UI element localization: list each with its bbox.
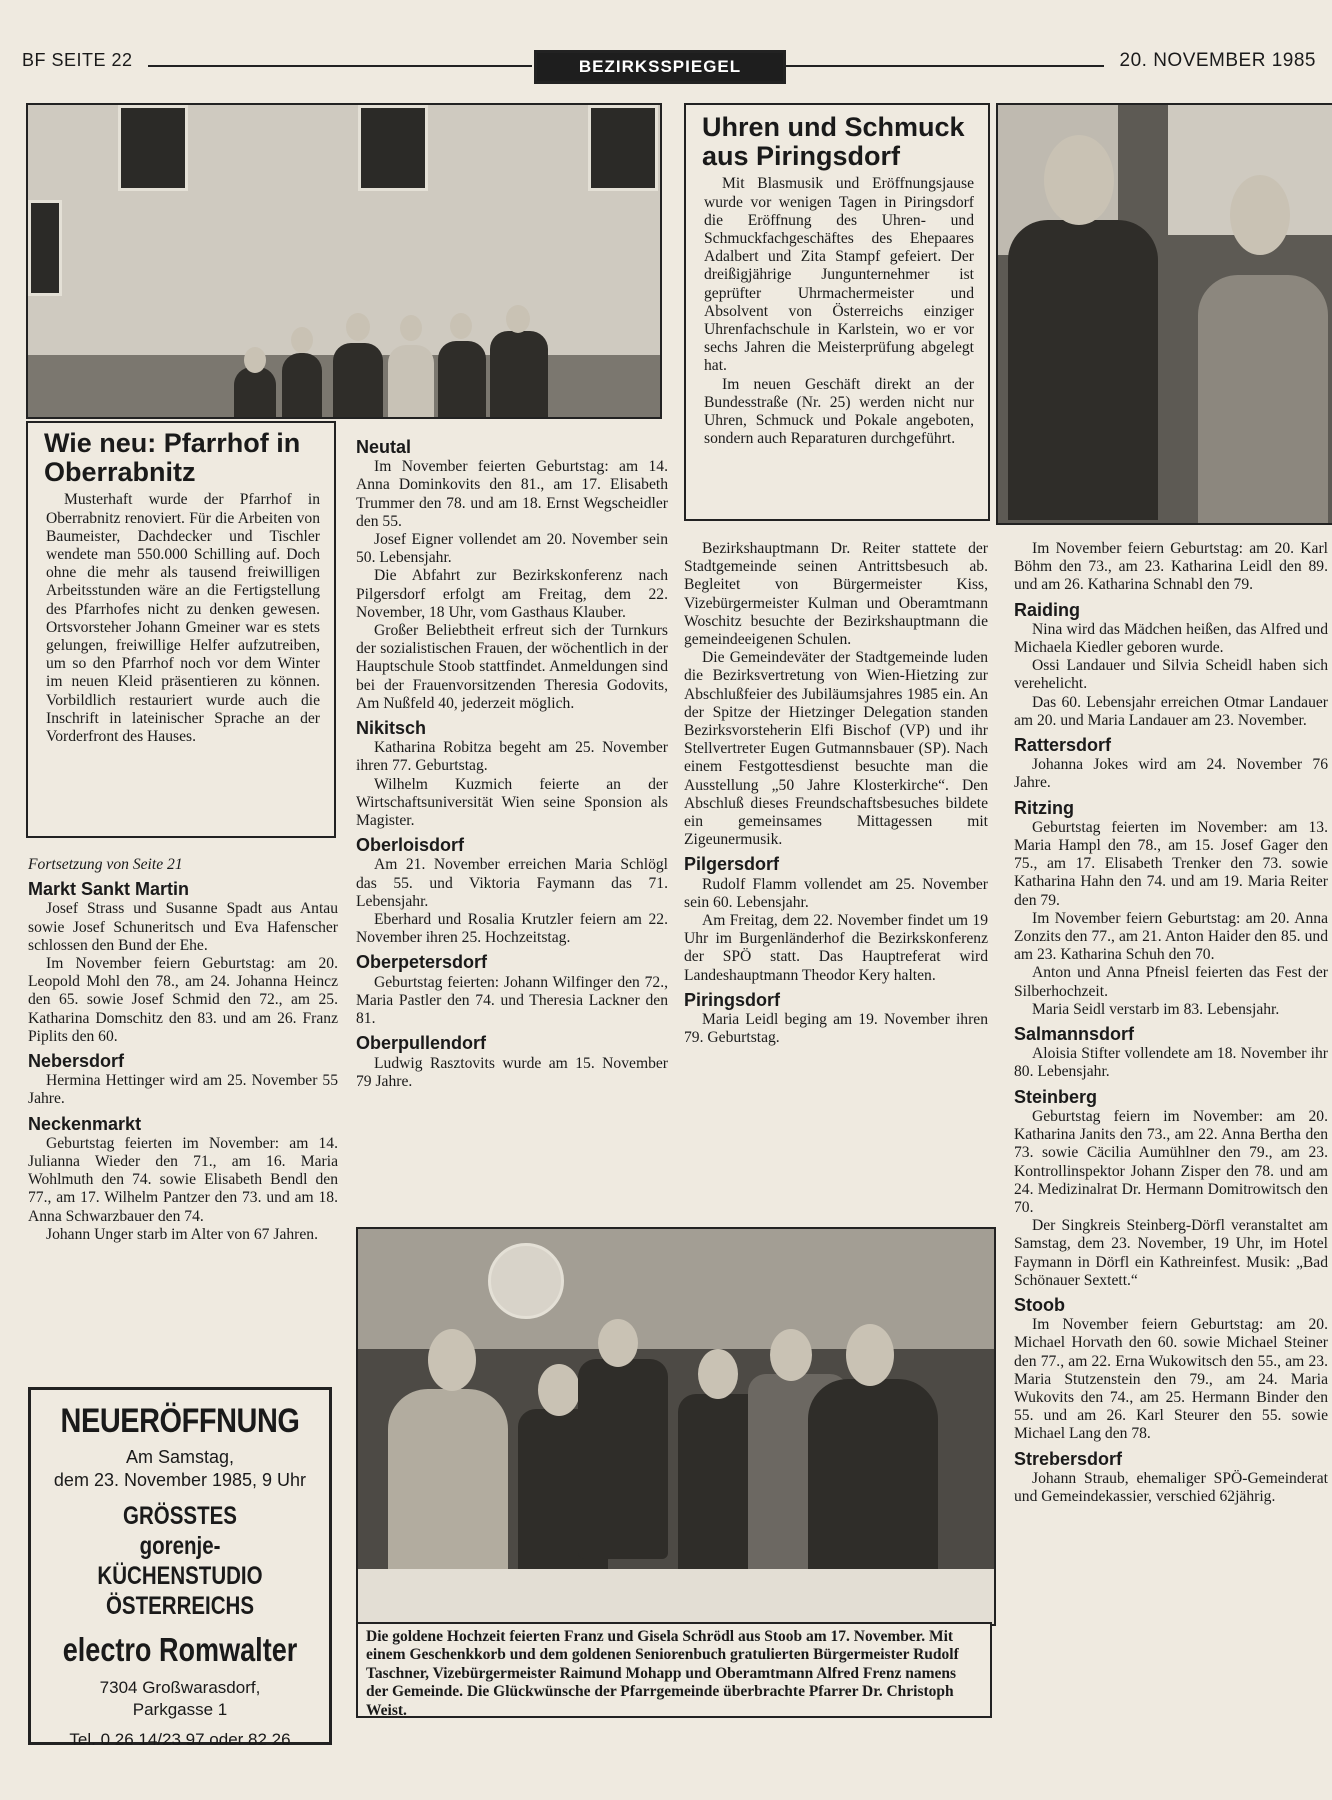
- golden-wedding-photo: [356, 1227, 996, 1626]
- town-heading: Neckenmarkt: [28, 1113, 142, 1134]
- town-heading: Oberpetersdorf: [356, 952, 488, 973]
- news-paragraph: Aloisia Stifter vollendete am 18. November ihr 80. Lebensjahr.: [1014, 1045, 1328, 1081]
- continued-note: Fortsetzung von Seite 21: [28, 856, 183, 873]
- news-paragraph: Im November feiern Geburtstag: am 20. Anna Zonzits den 77., am 21. Anton Haider den 85. und am 23. Katharina Schuh den 70.: [1014, 909, 1328, 964]
- news-paragraph: Hermina Hettinger wird am 25. November 55 Jahre.: [28, 1072, 338, 1108]
- ad-big-line1: GRÖSSTES: [123, 1502, 237, 1530]
- news-paragraph: Anton und Anna Pfneisl feierten das Fest der Silberhochzeit.: [1014, 964, 1328, 1000]
- news-paragraph: Bezirkshauptmann Dr. Reiter stattete der Stadtgemeinde seinen Antrittsbesuch ab. Begleitet von Bürgermeister Kiss, Vizebürgermeister Kulman und Oberamtmann Woschitz besuchte der Bezirkshauptmann die gemeindeeigenen Schulen.: [684, 540, 988, 649]
- news-paragraph: Wilhelm Kuzmich feierte an der Wirtschaftsuniversität Wien seine Sponsion als Magister.: [356, 775, 668, 830]
- column-3: [684, 540, 988, 1047]
- news-paragraph: Nina wird das Mädchen heißen, das Alfred und Michaela Kiedler geboren wurde.: [1014, 620, 1328, 657]
- ad-date-line2: dem 23. November 1985, 9 Uhr: [53, 1470, 307, 1490]
- news-paragraph: Geburtstag feierten im November: am 13. Maria Hampl den 78., am 15. Josef Gager den 75., am 17. Elisabeth Trenker den 73. sowie Katharina Hahn den 74. und am 19. Maria Reiter den 79.: [1014, 818, 1328, 909]
- golden-wedding-caption: Die goldene Hochzeit feierten Franz und Gisela Schrödl aus Stoob am 17. November. Mit einem Geschenkkorb und dem goldenen Seniorenbuch gratulierten Bürgermeister Rudolf Taschner, Vizebürgermeister Raimund Mohapp und Oberamtmann Alfred Frenz namens der Gemeinde. Die Glückwünsche der Pfarrgemeinde überbrachte Pfarrer Dr. Christoph Weist.: [356, 1622, 992, 1718]
- neueroeffnung-ad: [28, 1387, 332, 1749]
- ad-address-line1: 7304 Großwarasdorf,: [99, 1678, 261, 1697]
- ad-date-line1: Am Samstag,: [125, 1447, 235, 1467]
- news-paragraph: Josef Strass und Susanne Spadt aus Antau sowie Josef Schuneritsch und Eva Hafenscher schlossen den Bund der Ehe.: [28, 900, 338, 954]
- news-paragraph: Am 21. November erreichen Maria Schlögl das 55. und Viktoria Faymann das 71. Lebensjahr.: [356, 856, 668, 910]
- town-heading: Salmannsdorf: [1014, 1024, 1135, 1045]
- uhren-paragraph: Mit Blasmusik und Eröffnungsjause wurde vor wenigen Tagen in Piringsdorf die Eröffnung des Uhren- und Schmuckfachgeschäftes des Ehepaares Adalbert und Zita Stampf gefeiert. Der dreißigjährige Jungunternehmer ist geprüfter Uhrmachermeister und Absolvent von Österreichs einziger Uhrenfachschule in Karlstein, wo er vor sechs Jahren die Meisterprüfung abgelegt hat.: [704, 175, 974, 375]
- page-label: BF SEITE 22: [22, 50, 133, 70]
- header-rule-left: [148, 65, 532, 67]
- news-paragraph: Rudolf Flamm vollendet am 25. November sein 60. Lebensjahr.: [684, 875, 988, 911]
- news-paragraph: Großer Beliebtheit erfreut sich der Turnkurs der sozialistischen Frauen, der wöchentlich in der Hauptschule Stoob stattfindet. Anmeldungen sind bei der Frauenvorsitzenden Theresia Godovits, Am Nußfeld 40, jederzeit möglich.: [356, 622, 668, 712]
- news-paragraph: Geburtstag feierten im November: am 14. Julianna Wieder den 71., am 16. Maria Wohlmuth den 74. sowie Elisabeth Bendl den 77., am 17. Wilhelm Pantzer den 73. und am 18. Anna Schwarzbauer den 74.: [28, 1134, 338, 1225]
- ad-big-line2: gorenje-KÜCHENSTUDIO: [97, 1532, 263, 1590]
- section-title: BEZIRKSSPIEGEL: [534, 50, 786, 84]
- ad-telephone: Tel. 0 26 14/23 97 oder 82 26: [69, 1730, 291, 1749]
- town-heading: Oberpullendorf: [356, 1033, 486, 1054]
- news-paragraph: Johanna Jokes wird am 24. November 76 Jahre.: [1014, 756, 1328, 792]
- town-heading: Ritzing: [1014, 797, 1074, 818]
- column-4: [1014, 540, 1328, 1506]
- news-paragraph: Johann Unger starb im Alter von 67 Jahren.: [46, 1225, 318, 1243]
- pfarrhof-text: [36, 491, 326, 746]
- news-paragraph: Johann Straub, ehemaliger SPÖ-Gemeinderat und Gemeindekassier, verschied 62jährig.: [1014, 1469, 1328, 1505]
- news-paragraph: Im November feiern Geburtstag: am 20. Karl Böhm den 73., am 23. Katharina Leidl den 89. und am 26. Katharina Schnabl den 79.: [1014, 540, 1328, 594]
- news-paragraph: Die Gemeindeväter der Stadtgemeinde luden die Bezirksvertretung von Wien-Hietzing zur Abschlußfeier des Jubiläumsjahres 1985 ein. An der Spitze der Hietzinger Delegation standen Bezirksvorsteherin Elfi Bischof (VP) und ihr Stellvertreter Eugen Gutmannsbauer (SP). Nach einem Festgottesdienst besuchte man die Ausstellung „50 Jahre Klosterkirche“. Den Abschluß dieses Freundschaftsbesuches bildete ein gemeinsames Mittagessen mit Zigeunermusik.: [684, 649, 988, 849]
- uhren-headline: Uhren und Schmuck aus Piringsdorf: [702, 112, 965, 172]
- uhren-text: [694, 175, 980, 448]
- uhren-paragraph: Im neuen Geschäft direkt an der Bundesstraße (Nr. 25) werden nicht nur Uhren, Schmuck und Pokale angeboten, sondern auch Reparaturen durchgeführt.: [704, 375, 974, 448]
- news-paragraph: Am Freitag, dem 22. November findet um 19 Uhr im Burgenländerhof die Bezirkskonferenz der SPÖ statt. Das Hauptreferat wird Landeshauptmann Theodor Kery halten.: [684, 912, 988, 984]
- news-paragraph: Geburtstag feierten: Johann Wilfinger den 72., Maria Pastler den 74. und Theresia Lackner den 81.: [356, 973, 668, 1028]
- ad-company: electro Romwalter: [62, 1631, 298, 1668]
- news-paragraph: Im November feierten Geburtstag: am 14. Anna Dominkovits den 81., am 17. Elisabeth Trummer den 78. und am 18. Ernst Wegscheidler den 55.: [356, 458, 668, 530]
- ad-big-line3: ÖSTERREICHS: [105, 1592, 255, 1620]
- ad-address-line2: Parkgasse 1: [132, 1700, 228, 1719]
- page-date: 20. NOVEMBER 1985: [1119, 50, 1316, 71]
- town-heading: Nikitsch: [356, 718, 427, 739]
- town-heading: Steinberg: [1014, 1086, 1098, 1107]
- column-1: [28, 856, 338, 1244]
- town-heading: Neutal: [356, 437, 412, 457]
- pfarrhof-headline: Wie neu: Pfarrhof in Oberrabnitz: [44, 428, 301, 488]
- town-heading: Stoob: [1014, 1294, 1065, 1315]
- news-paragraph: Im November feiern Geburtstag: am 20. Leopold Mohl den 78., am 24. Johanna Heincz den 65. sowie Josef Schmid den 72., am 25. Katharina Domschitz den 83. und am 26. Franz Piplits den 60.: [28, 955, 338, 1045]
- column-2: [356, 432, 668, 1091]
- news-paragraph: Josef Eigner vollendet am 20. November sein 50. Lebensjahr.: [356, 531, 668, 567]
- town-heading: Pilgersdorf: [684, 854, 780, 875]
- town-heading: Nebersdorf: [28, 1051, 125, 1072]
- pfarrhof-photo: [26, 103, 662, 419]
- town-heading: Piringsdorf: [684, 989, 781, 1010]
- header-rule-right: [784, 65, 1104, 67]
- town-heading: Rattersdorf: [1014, 735, 1112, 756]
- news-paragraph: Maria Leidl beging am 19. November ihren 79. Geburtstag.: [684, 1011, 988, 1047]
- ad-headline: NEUERÖFFNUNG: [60, 1402, 300, 1440]
- news-paragraph: Der Singkreis Steinberg-Dörfl veranstaltet am Samstag, dem 23. November, 19 Uhr, im Hotel Faymann in Dörfl ein Kathreinfest. Musik: „Bad Schönauer Sextett.“: [1014, 1217, 1328, 1289]
- news-paragraph: Das 60. Lebensjahr erreichen Otmar Landauer am 20. und Maria Landauer am 23. November.: [1014, 693, 1328, 729]
- pfarrhof-article: [26, 421, 336, 838]
- news-paragraph: Maria Seidl verstarb im 83. Lebensjahr.: [1032, 1000, 1280, 1018]
- town-heading: Oberloisdorf: [356, 835, 465, 856]
- news-paragraph: Geburtstag feiern im November: am 20. Katharina Janits den 73., am 22. Anna Bertha den 73. sowie Cäcilia Aumühlner den 79., am 23. Kontrollinspektor Johann Zisper den 78. und am 24. Medizinalrat Dr. Hermann Domitrowitsch den 70.: [1014, 1107, 1328, 1216]
- news-paragraph: Im November feiern Geburtstag: am 20. Michael Horvath den 60. sowie Michael Steiner den 77., am 22. Erna Wukowitsch den 55., am 23. Maria Stutzenstein den 79., am 24. Maria Wukovits den 74., am 25. Hermann Binder den 55. und am 26. Karl Steurer den 55. sowie Michael Lang den 78.: [1014, 1316, 1328, 1443]
- town-heading: Strebersdorf: [1014, 1448, 1123, 1469]
- pfarrhof-paragraph: Musterhaft wurde der Pfarrhof in Oberrabnitz renoviert. Für die Arbeiten von Baumeister, Dachdecker und Tischler wendete man 550.000 Schilling auf. Doch ohne die mehr als tausend freiwilligen Arbeitsstunden wäre an die Fertigstellung des Pfarrhofes nicht zu denken gewesen. Ortsvorsteher Johann Gmeiner war es stets gelungen, freiwillige Helfer aufzutreiben, um so den Pfarrhof noch vor dem Winter im neuen Kleid präsentieren zu können. Vorbildlich restauriert wurde auch die Inschrift in lateinischer Sprache an der Vorderfront des Hauses.: [46, 491, 320, 745]
- news-paragraph: Die Abfahrt zur Bezirkskonferenz nach Pilgersdorf erfolgt am Freitag, dem 22. November, 18 Uhr, vom Gasthaus Klauber.: [356, 567, 668, 621]
- uhren-article: [684, 103, 990, 521]
- news-paragraph: Ludwig Rasztovits wurde am 15. November 79 Jahre.: [356, 1054, 668, 1090]
- town-heading: Markt Sankt Martin: [28, 879, 190, 900]
- news-paragraph: Eberhard und Rosalia Krutzler feiern am 22. November ihren 25. Hochzeitstag.: [356, 911, 668, 947]
- town-heading: Raiding: [1014, 599, 1080, 620]
- news-paragraph: Katharina Robitza begeht am 25. November ihren 77. Geburtstag.: [356, 739, 668, 775]
- couple-photo: [996, 103, 1332, 525]
- news-paragraph: Ossi Landauer und Silvia Scheidl haben sich verehelicht.: [1014, 657, 1328, 693]
